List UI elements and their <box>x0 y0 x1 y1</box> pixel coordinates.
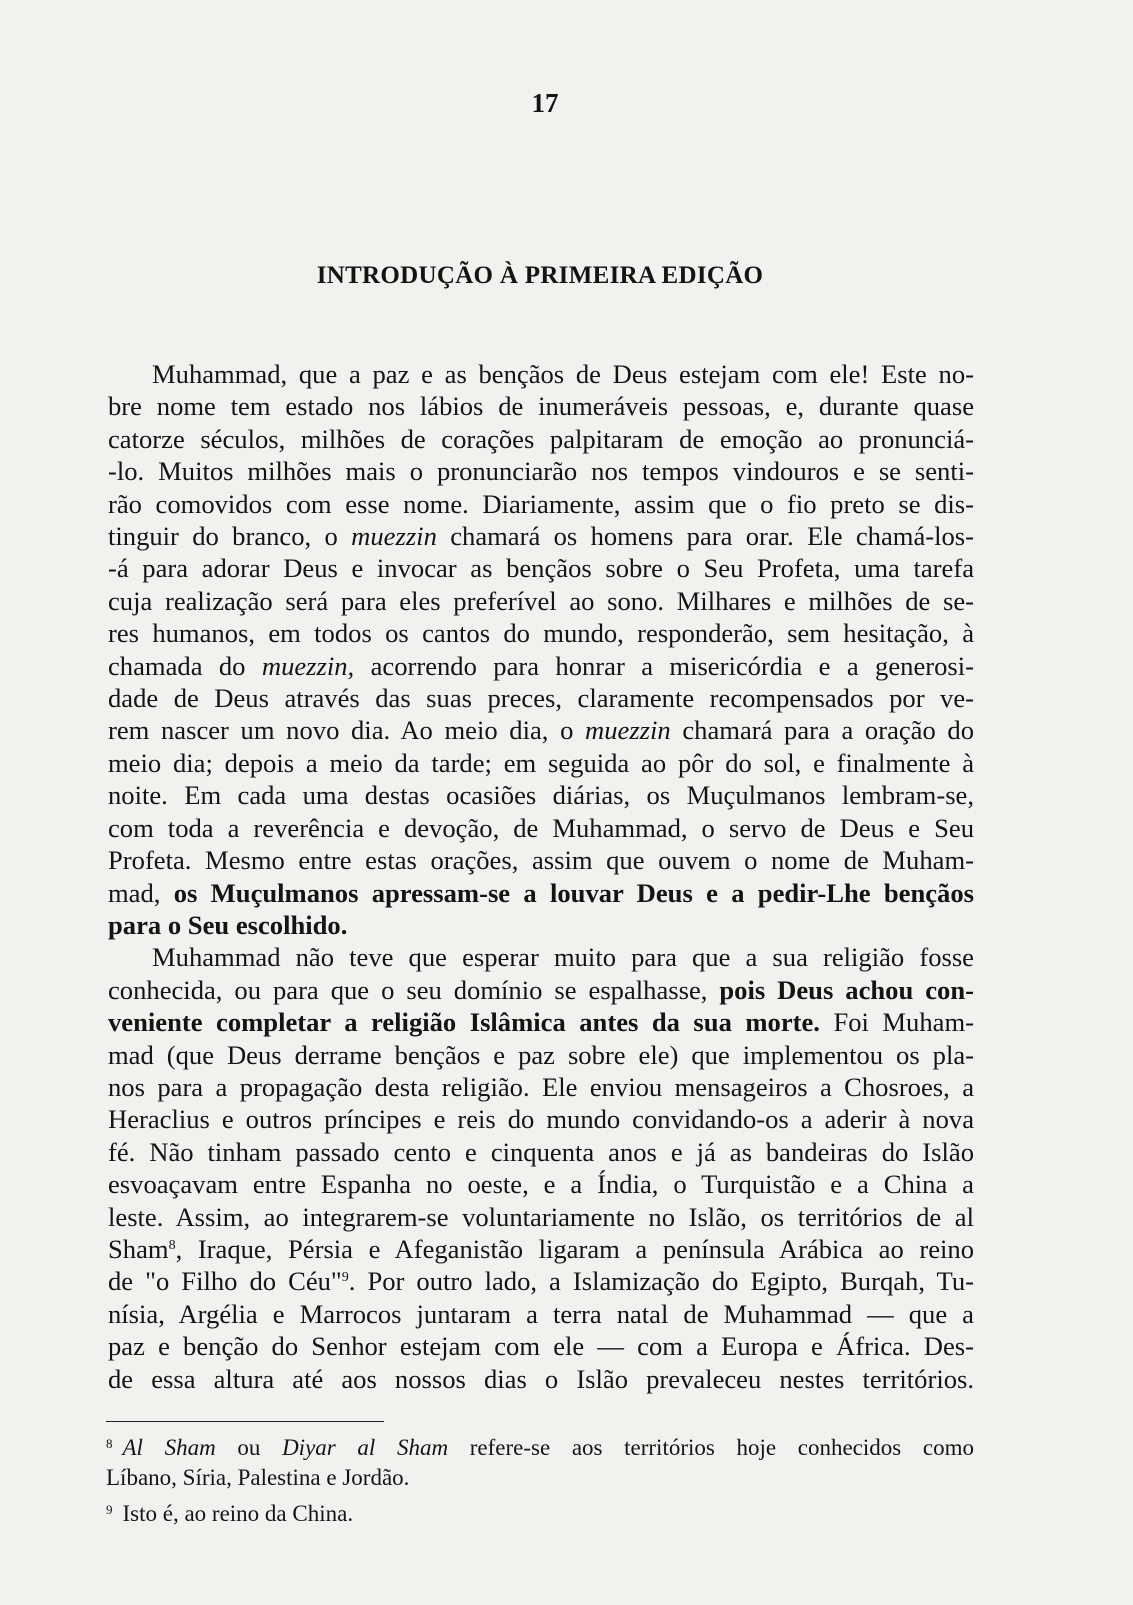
footnote-8: $^8$ Al Sham ou Diyar al Sham refere-se aos territórios hoje conhecidos como <box>106 1435 974 1460</box>
footnote-divider <box>106 1421 384 1422</box>
text-line: paz e benção do Senhor estejam com ele — com a Europa e África. Des- <box>108 1331 974 1362</box>
footnote-8-continued: Líbano, Síria, Palestina e Jordão. <box>106 1465 410 1490</box>
text-line: res humanos, em todos os cantos do mundo, responderão, sem hesitação, à <box>108 618 974 649</box>
text-line: catorze séculos, milhões de corações palpitaram de emoção ao pronunciá- <box>108 423 974 454</box>
bold-emphasis: os Muçulmanos apressam-se a louvar Deus e a pedir-Lhe bençãos <box>173 877 974 908</box>
text-line: bre nome tem estado nos lábios de inumeráveis pessoas, e, durante quase <box>108 391 974 422</box>
text-line: leste. Assim, ao integrarem-se voluntariamente no Islão, os territórios de al <box>108 1201 974 1232</box>
text-line <box>108 909 974 941</box>
text-line: mad (que Deus derrame bençãos e paz sobre ele) que implementou os pla- <box>108 1039 974 1070</box>
text-line: -á para adorar Deus e invocar as bençãos sobre o Seu Profeta, uma tarefa <box>108 553 974 584</box>
text-line: de essa altura até aos nossos dias o Islão prevaleceu nestes territórios. <box>108 1363 974 1394</box>
text-line: Profeta. Mesmo entre estas orações, assim que ouvem o nome de Muham- <box>108 845 974 876</box>
text-line: rão comovidos com esse nome. Diariamente, assim que o fio preto se dis- <box>108 488 974 519</box>
text-line: veniente completar a religião Islâmica antes da sua morte. Foi Muham- <box>108 1007 974 1038</box>
text-line: Sham$^8$, Iraque, Pérsia e Afeganistão ligaram a península Arábica ao reino <box>108 1233 974 1264</box>
italic-term: muezzin <box>585 715 671 746</box>
italic-term: muezzin <box>351 521 437 552</box>
text-line: meio dia; depois a meio da tarde; em seguida ao pôr do sol, e finalmente à <box>108 747 974 778</box>
text-line: fé. Não tinham passado cento e cinquenta anos e já as bandeiras do Islão <box>108 1136 974 1167</box>
chapter-heading: INTRODUÇÃO À PRIMEIRA EDIÇÃO <box>316 262 764 289</box>
text-line: tinguir do branco, o muezzin chamará os homens para orar. Ele chamá-los- <box>108 521 975 552</box>
body-text <box>108 358 974 1395</box>
footnote-ref-8: 8 <box>168 1237 176 1253</box>
page-number: 17 <box>531 88 559 118</box>
bold-emphasis: veniente completar a religião Islâmica antes da sua morte. <box>108 1007 820 1038</box>
text-line: rem nascer um novo dia. Ao meio dia, o muezzin chamará para a oração do <box>108 715 975 746</box>
text-line: Muhammad não teve que esperar muito para que a sua religião fosse <box>152 942 974 973</box>
text-line: com toda a reverência e devoção, de Muhammad, o servo de Deus e Seu <box>108 812 974 843</box>
bold-emphasis: para o Seu escolhido. <box>108 909 348 940</box>
text-line: Heraclius e outros príncipes e reis do mundo convidando-os a aderir à nova <box>108 1104 974 1135</box>
text-line: nísia, Argélia e Marrocos juntaram a terra natal de Muhammad — que a <box>108 1298 974 1329</box>
text-line: chamada do muezzin, acorrendo para honrar a misericórdia e a generosi- <box>108 650 974 681</box>
text-line: esvoaçavam entre Espanha no oeste, e a Índia, o Turquistão e a China a <box>108 1169 974 1200</box>
bold-emphasis: pois Deus achou con- <box>719 974 974 1005</box>
footnotes <box>106 1433 974 1529</box>
text-line: dade de Deus através das suas preces, claramente recompensados por ve- <box>108 683 974 714</box>
footnote-mark: 8 <box>106 1436 113 1451</box>
text-line: Muhammad, que a paz e as bençãos de Deus estejam com ele! Este no- <box>152 359 974 389</box>
text-line: -lo. Muitos milhões mais o pronunciarão nos tempos vindouros e se senti- <box>108 456 974 487</box>
paragraph-1 <box>108 358 974 941</box>
text-line: conhecida, ou para que o seu domínio se espalhasse, pois Deus achou con- <box>108 974 974 1005</box>
paragraph-2 <box>108 941 974 1395</box>
footnote-9: $^9$ Isto é, ao reino da China. <box>106 1501 354 1526</box>
text-line: mad, os Muçulmanos apressam-se a louvar Deus e a pedir-Lhe bençãos <box>108 877 974 908</box>
footnote-mark: 9 <box>106 1502 113 1517</box>
text-line: noite. Em cada uma destas ocasiões diárias, os Muçulmanos lembram-se, <box>108 780 974 811</box>
text-line: cuja realização será para eles preferível ao sono. Milhares e milhões de se- <box>108 585 974 616</box>
text-line: nos para a propagação desta religião. Ele enviou mensageiros a Chosroes, a <box>108 1071 974 1102</box>
italic-term: muezzin, <box>261 650 355 681</box>
footnote-ref-9: 9 <box>341 1270 349 1286</box>
text-line: de "o Filho do Céu"$^9$. Por outro lado, a Islamização do Egipto, Burqah, Tu- <box>108 1266 975 1297</box>
